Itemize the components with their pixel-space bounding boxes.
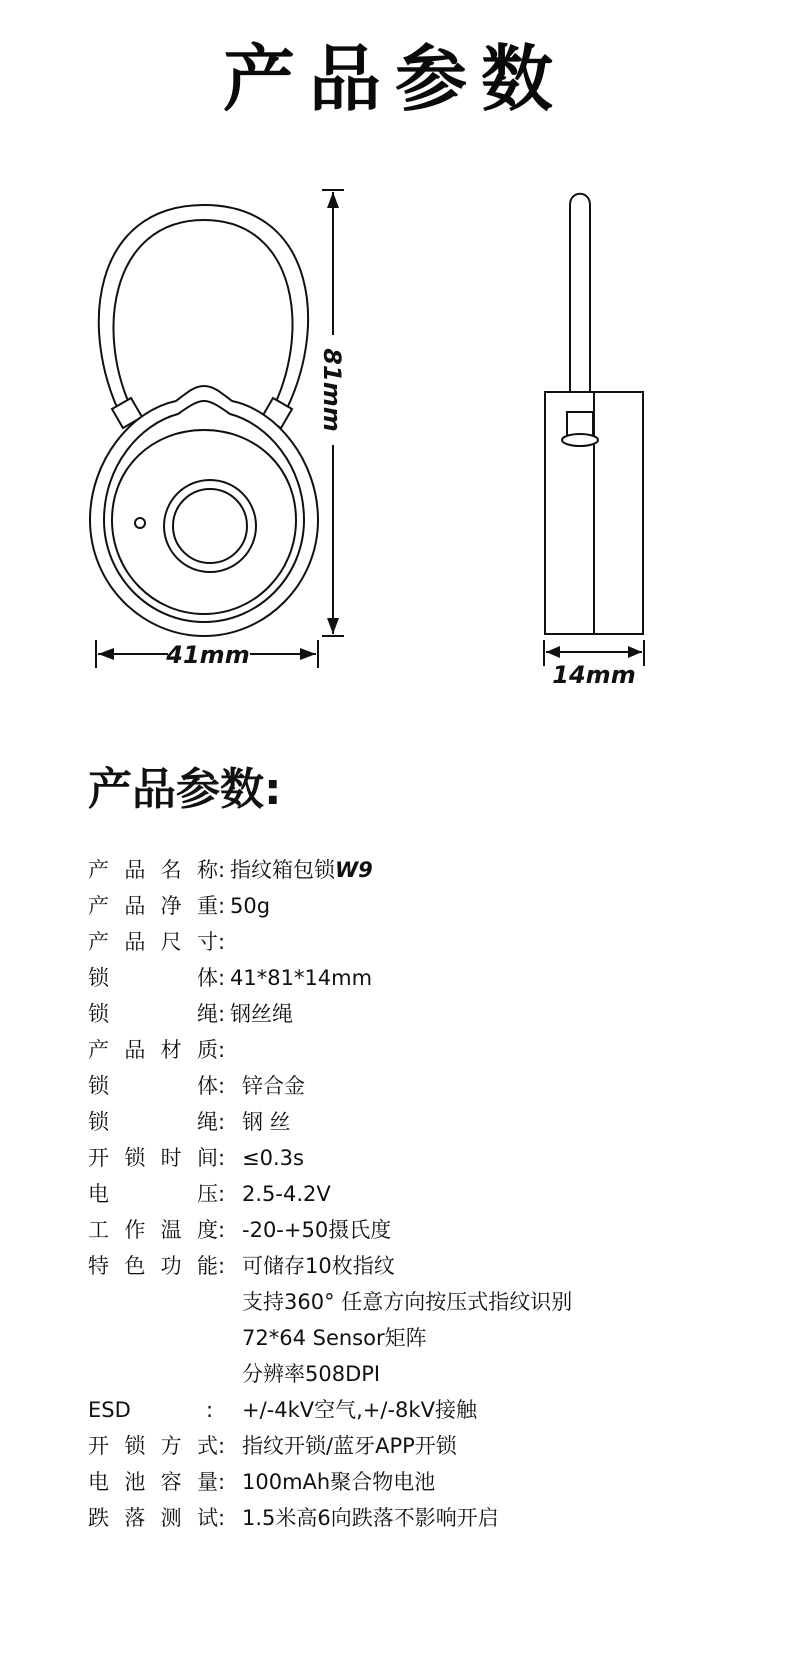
side-view	[545, 194, 643, 634]
param-value: 分辨率508DPI	[242, 1362, 381, 1386]
param-label: 电池容量	[88, 1470, 218, 1494]
height-label: 81mm	[318, 348, 346, 432]
param-row	[88, 924, 768, 960]
param-colon: :	[218, 1002, 226, 1026]
param-colon: :	[218, 1146, 226, 1170]
param-colon: :	[218, 930, 226, 954]
param-label: 特色功能	[88, 1254, 218, 1278]
param-label: 跌落测试	[88, 1506, 218, 1530]
param-value: 锌合金	[242, 1074, 305, 1098]
param-colon: :	[218, 1182, 226, 1206]
param-value: 50g	[230, 894, 271, 918]
param-colon: :	[218, 1470, 226, 1494]
param-colon: :	[218, 894, 226, 918]
param-label: 开锁方式	[88, 1434, 218, 1458]
param-row	[88, 1464, 768, 1500]
param-row	[88, 1428, 768, 1464]
param-value: 41*81*14mm	[230, 966, 373, 990]
param-colon: :	[218, 966, 226, 990]
side-ferrule-base	[562, 434, 598, 446]
cable-shackle-inner	[113, 220, 292, 414]
page-title: 产品参数	[222, 37, 567, 121]
depth-label: 14mm	[552, 661, 636, 689]
param-row	[88, 852, 768, 888]
param-row	[88, 996, 768, 1032]
width-label: 41mm	[166, 641, 250, 669]
param-value: 72*64 Sensor矩阵	[242, 1326, 427, 1350]
param-value: 1.5米高6向跌落不影响开启	[242, 1506, 499, 1530]
param-label: 锁体	[88, 966, 218, 990]
param-row	[88, 1176, 768, 1212]
param-value	[230, 852, 373, 888]
param-row	[88, 1356, 768, 1392]
param-label: 工作温度	[88, 1218, 218, 1242]
model-number: W9	[335, 858, 373, 882]
param-label: 锁绳	[88, 1002, 218, 1026]
front-view	[90, 205, 318, 636]
param-label: 产品净重	[88, 894, 218, 918]
param-colon: :	[218, 1254, 226, 1278]
param-label: 锁绳	[88, 1110, 218, 1134]
param-row	[88, 1032, 768, 1068]
param-value: -20-+50摄氏度	[242, 1218, 392, 1242]
param-value: 指纹开锁/蓝牙APP开锁	[242, 1434, 457, 1458]
param-row	[88, 1212, 768, 1248]
param-label: 产品尺寸	[88, 930, 218, 954]
param-row	[88, 1068, 768, 1104]
param-value: ≤0.3s	[242, 1146, 304, 1170]
param-row	[88, 1500, 768, 1536]
param-colon: :	[218, 1506, 226, 1530]
param-value: 100mAh聚合物电池	[242, 1470, 436, 1494]
param-label: 锁体	[88, 1074, 218, 1098]
param-row	[88, 960, 768, 996]
param-row	[88, 1284, 768, 1320]
param-label: 产品材质	[88, 1038, 218, 1062]
param-colon: :	[218, 1434, 226, 1458]
param-value: +/-4kV空气,+/-8kV接触	[242, 1398, 477, 1422]
param-value: 支持360° 任意方向按压式指纹识别	[242, 1290, 573, 1314]
param-colon: :	[218, 1218, 226, 1242]
param-row	[88, 1392, 768, 1428]
param-value: 可储存10枚指纹	[242, 1254, 395, 1278]
param-row	[88, 1140, 768, 1176]
param-colon: :	[206, 1398, 214, 1422]
side-shackle	[570, 194, 590, 418]
param-value: 钢 丝	[242, 1110, 291, 1134]
param-row	[88, 1320, 768, 1356]
param-colon: :	[218, 1038, 226, 1062]
param-value-text: 指纹箱包锁	[230, 858, 335, 882]
param-label: 电压	[88, 1182, 218, 1206]
param-row	[88, 1248, 768, 1284]
section-title: 产品参数:	[88, 764, 282, 815]
param-colon: :	[218, 1110, 226, 1134]
param-label: 产品名称	[88, 858, 218, 882]
param-value: 2.5-4.2V	[242, 1182, 331, 1206]
param-value: 钢丝绳	[230, 1002, 293, 1026]
param-row	[88, 888, 768, 924]
param-colon: :	[218, 1074, 226, 1098]
param-label: ESD	[88, 1398, 131, 1422]
param-colon: :	[218, 858, 226, 882]
param-row	[88, 1104, 768, 1140]
param-label: 开锁时间	[88, 1146, 218, 1170]
parameter-list	[88, 852, 768, 1536]
product-dimension-diagram	[0, 0, 790, 720]
